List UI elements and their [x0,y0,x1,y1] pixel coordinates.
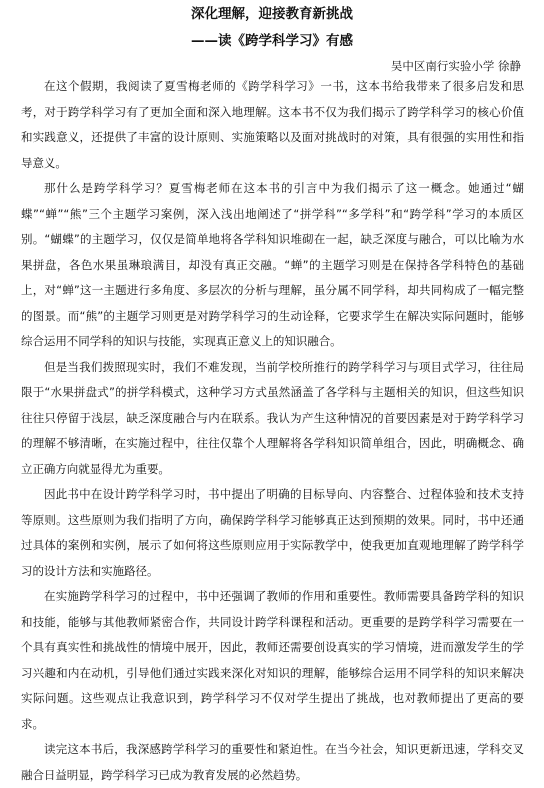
paragraph-conclusion: 读完这本书后，我深感跨学科学习的重要性和紧迫性。在当今社会，知识更新迅速，学科交叉融合日益明显，跨学科学习已成为教育发展的必然趋势。 [21,742,524,782]
paragraph-definition: 那什么是跨学科学习？夏雪梅老师在这本书的引言中为我们揭示了这一概念。她通过“蝴蝶”“蝉”“熊”三个主题学习案例，深入浅出地阐述了“拼学科”“多学科”和“跨学科”学习的本质区别。“蝴蝶”的主题学习，仅仅是简单地将各学科知识堆砌在一起，缺乏深度与融合，可以比喻为水果拼盘，各色水果虽琳琅满目，却没有真正交融。“蝉”的主题学习则是在保持各学科特色的基础上，对“蝉”这一主题进行多角度、多层次的分析与理解，虽分属不同学科，却共同构成了一幅完整的图景。而“熊”的主题学习则更是对跨学科学习的生动诠释，它要求学生在解决实际问题时，能够综合运用不同学科的知识与技能，实现真正意义上的知识融合。 [21,181,524,348]
article-author: 吴中区南行实验小学 徐静 [390,59,521,73]
article-body [21,74,524,788]
paragraph-teacher-role: 在实施跨学科学习的过程中，书中还强调了教师的作用和重要性。教师需要具备跨学科的知识和技能，能够与其他教师紧密合作，共同设计跨学科课程和活动。更重要的是跨学科学习需要在一个具有真实性和挑战性的情境中展开，因此，教师还需要创设真实的学习情境，进而激发学生的学习兴趣和内在动机，引导他们通过实践来深化对知识的理解，能够综合运用不同学科的知识来解决实际问题。这些观点让我意识到，跨学科学习不仅对学生提出了挑战，也对教师提出了更高的要求。 [21,589,524,731]
article-subtitle: ——读《跨学科学习》有感 [191,33,353,49]
paragraph-intro: 在这个假期，我阅读了夏雪梅老师的《跨学科学习》一书，这本书给我带来了很多启发和思考，对于跨学科学习有了更加全面和深入地理解。这本书不仅为我们揭示了跨学科学习的核心价值和实践意义，还提供了丰富的设计原则、实施策略以及面对挑战时的对策，具有很强的实用性和指导意义。 [21,79,524,170]
paragraph-principles: 因此书中在设计跨学科学习时，书中提出了明确的目标导向、内容整合、过程体验和技术支持等原则。这些原则为我们指明了方向，确保跨学科学习能够真正达到预期的效果。同时，书中还通过具体的案例和实例，展示了如何将这些原则应用于实际教学中，使我更加直观地理解了跨学科学习的设计方法和实施路径。 [21,487,524,578]
article-title: 深化理解，迎接教育新挑战 [191,6,353,22]
paragraph-reality: 但是当我们拨照现实时，我们不难发现，当前学校所推行的跨学科学习与项目式学习，往往局限于“水果拼盘式”的拼学科模式，这种学习方式虽然涵盖了各学科与主题相关的知识，但这些知识往往只停留于浅层，缺乏深度融合与内在联系。我认为产生这种情况的首要因素是对于跨学科学习的理解不够清晰，在实施过程中，往往仅靠个人理解将各学科知识简单组合，因此，明确概念、确立正确方向就显得尤为重要。 [21,359,524,476]
